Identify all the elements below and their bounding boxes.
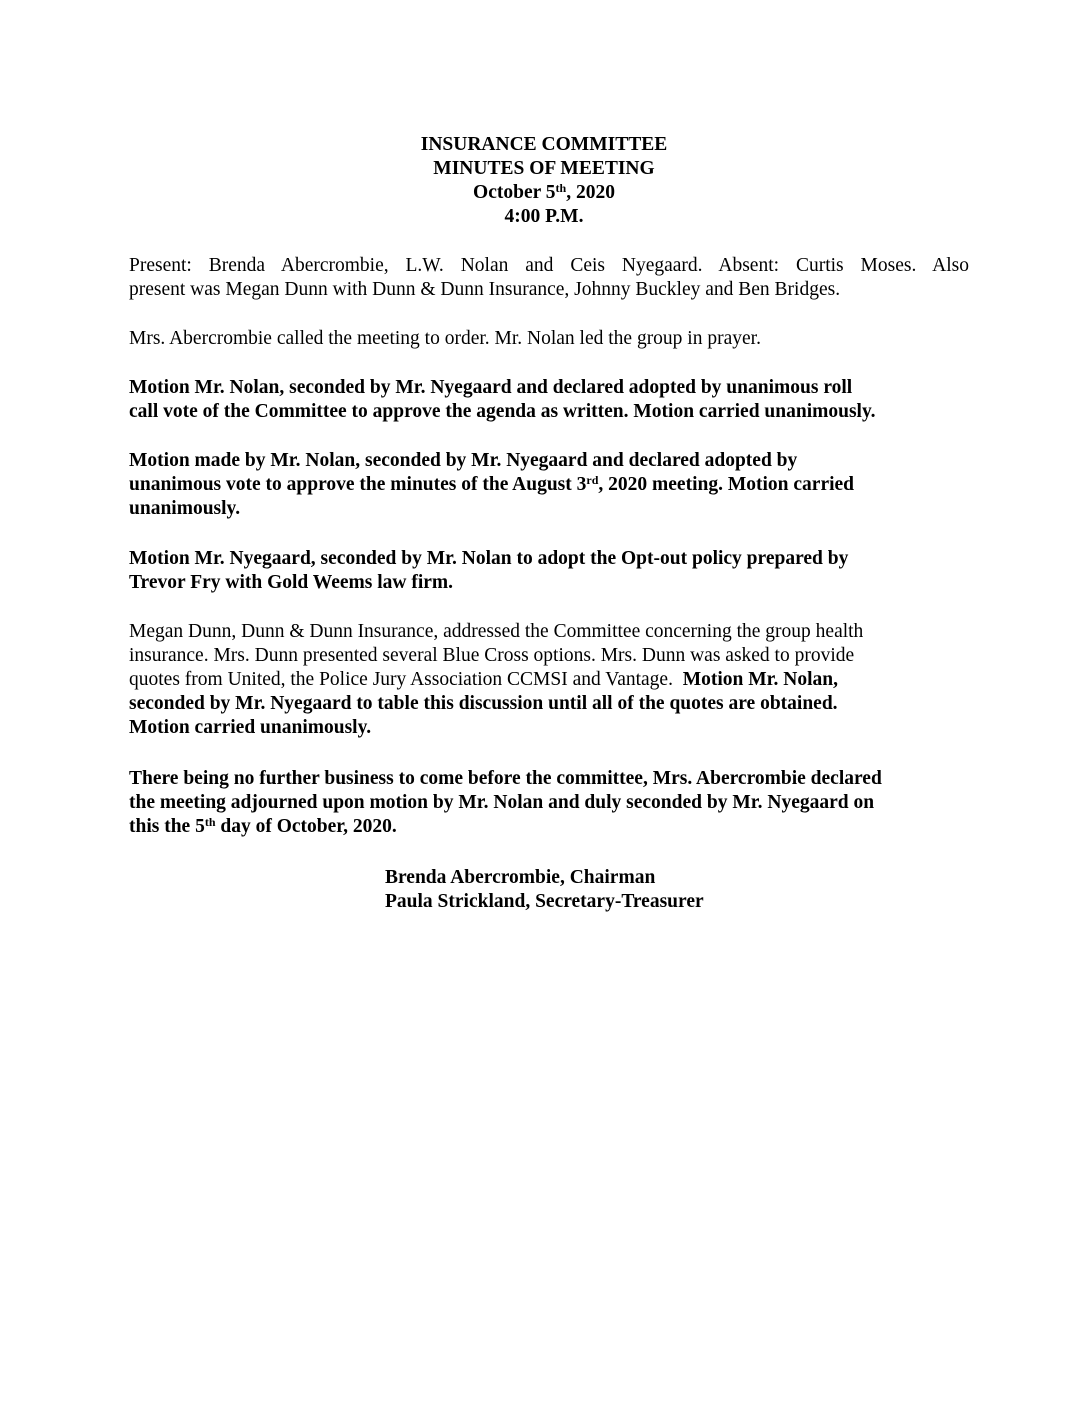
call-to-order-paragraph	[129, 327, 969, 351]
motion-minutes-suffix: , 2020 meeting. Motion carried	[598, 474, 855, 495]
motion-optout-line: Motion Mr. Nyegaard, seconded by Mr. Nolan to adopt the Opt-out policy prepared by	[129, 548, 849, 569]
secretary-signature: Paula Strickland, Secretary-Treasurer	[385, 891, 704, 912]
adjournment-line	[129, 815, 969, 839]
discussion-text: quotes from United, the Police Jury Association CCMSI and Vantage.	[129, 669, 683, 690]
motion-minutes-line: Motion made by Mr. Nolan, seconded by Mr. Nyegaard and declared adopted by	[129, 450, 798, 471]
discussion-line: seconded by Mr. Nyegaard to table this discussion until all of the quotes are obtained.	[129, 693, 838, 714]
signature-block	[385, 866, 704, 914]
motion-minutes-prefix: unanimous vote to approve the minutes of the August 3	[129, 474, 587, 495]
discussion-line: insurance. Mrs. Dunn presented several Blue Cross options. Mrs. Dunn was asked to provide	[129, 645, 855, 666]
adjournment-paragraph	[129, 767, 969, 839]
minutes-title: MINUTES OF MEETING	[433, 158, 655, 179]
attendance-paragraph	[129, 254, 969, 302]
committee-title: INSURANCE COMMITTEE	[420, 134, 668, 155]
discussion-line	[129, 668, 969, 692]
adjournment-prefix: this the 5	[129, 816, 205, 837]
document-header	[0, 133, 1088, 229]
adjournment-line: the meeting adjourned upon motion by Mr. Nolan and duly seconded by Mr. Nyegaard on	[129, 792, 875, 813]
motion-optout-paragraph	[129, 547, 969, 595]
adjournment-line: There being no further business to come before the committee, Mrs. Abercrombie declared	[129, 768, 882, 789]
motion-minutes-line: unanimously.	[129, 498, 241, 519]
date-suffix: , 2020	[566, 182, 615, 203]
motion-minutes-paragraph	[129, 449, 969, 521]
date-prefix: October 5	[473, 182, 556, 203]
discussion-line: Megan Dunn, Dunn & Dunn Insurance, addressed the Committee concerning the group health	[129, 621, 864, 642]
adjournment-suffix: day of October, 2020.	[215, 816, 397, 837]
attendance-line: present was Megan Dunn with Dunn & Dunn Insurance, Johnny Buckley and Ben Bridges.	[129, 279, 841, 300]
motion-agenda-line: call vote of the Committee to approve the agenda as written. Motion carried unanimously.	[129, 401, 876, 422]
motion-optout-line: Trevor Fry with Gold Weems law firm.	[129, 572, 454, 593]
meeting-date	[0, 181, 1088, 205]
attendance-line: Present: Brenda Abercrombie, L.W. Nolan and Ceis Nyegaard. Absent: Curtis Moses. Also	[129, 255, 969, 276]
motion-minutes-ordinal: rd	[586, 473, 599, 487]
discussion-line: Motion carried unanimously.	[129, 717, 372, 738]
motion-agenda-paragraph	[129, 376, 969, 424]
chairman-signature: Brenda Abercrombie, Chairman	[385, 867, 656, 888]
motion-minutes-line	[129, 473, 969, 497]
discussion-motion-text: Motion Mr. Nolan,	[682, 669, 838, 690]
call-to-order-line: Mrs. Abercrombie called the meeting to order. Mr. Nolan led the group in prayer.	[129, 328, 761, 349]
insurance-discussion-paragraph	[129, 620, 969, 740]
meeting-time: 4:00 P.M.	[504, 206, 584, 227]
motion-agenda-line: Motion Mr. Nolan, seconded by Mr. Nyegaard and declared adopted by unanimous roll	[129, 377, 853, 398]
date-ordinal: th	[555, 181, 567, 195]
adjournment-ordinal: th	[204, 815, 216, 829]
